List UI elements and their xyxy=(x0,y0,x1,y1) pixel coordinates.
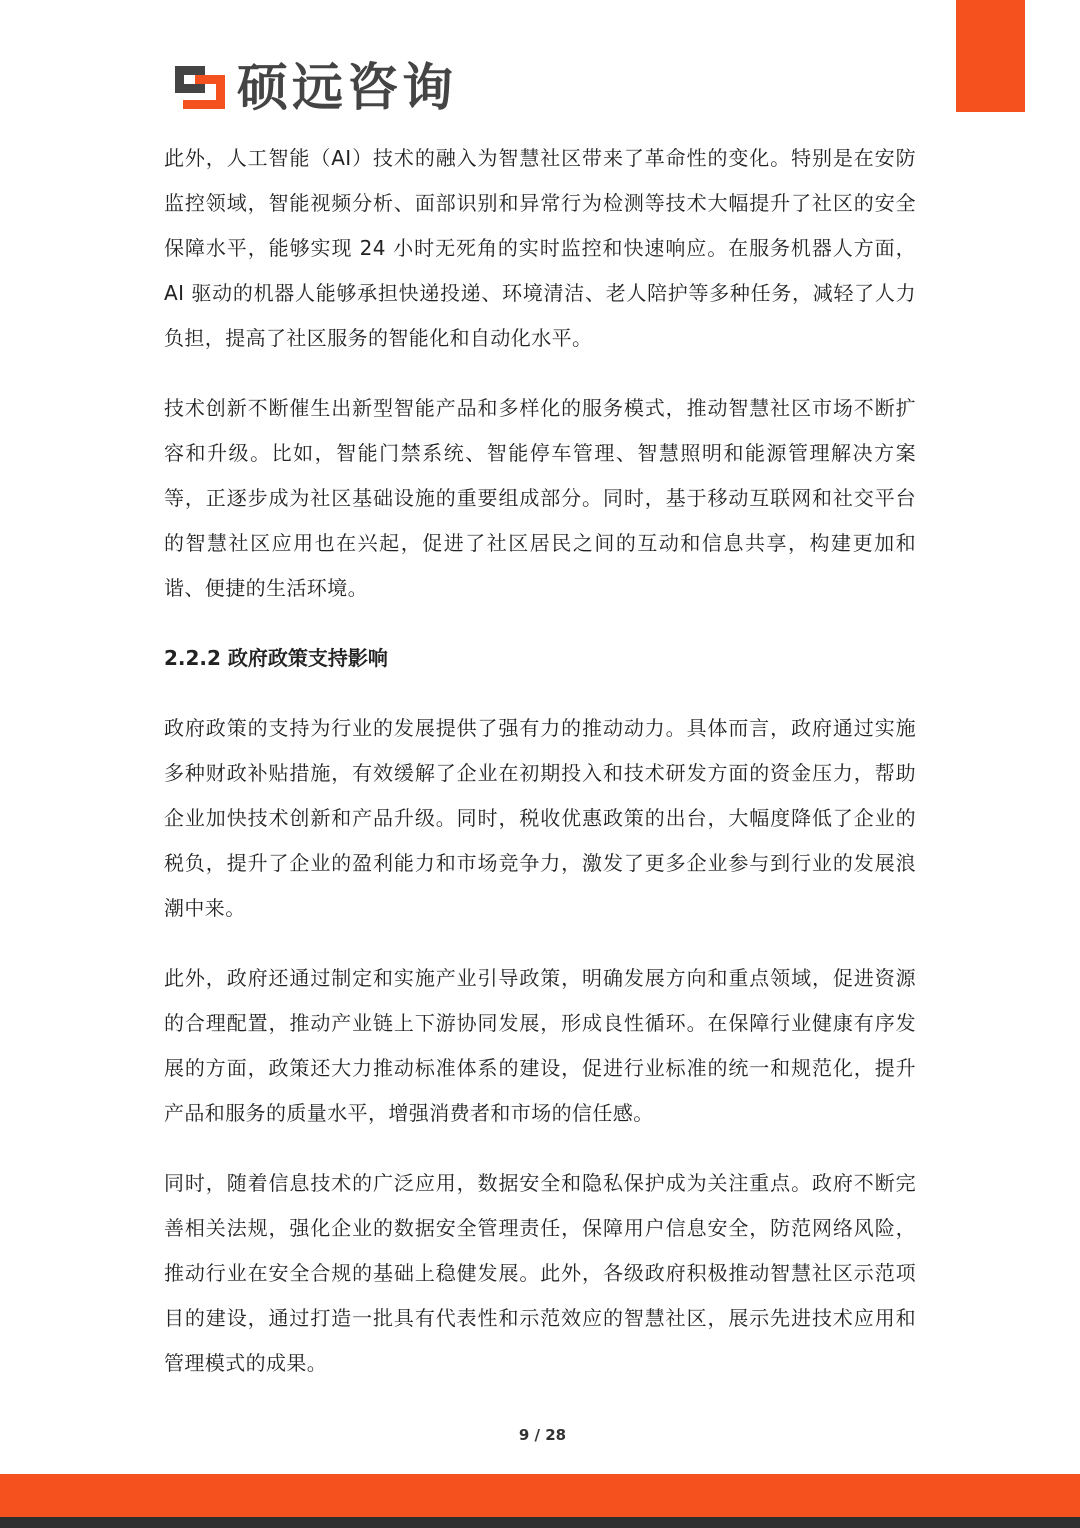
page-number: 9 / 28 xyxy=(518,1426,567,1444)
body-paragraph: 政府政策的支持为行业的发展提供了强有力的推动动力。具体而言，政府通过实施多种财政补贴措施，有效缓解了企业在初期投入和技术研发方面的资金压力，帮助企业加快技术创新和产品升级。同时，税收优惠政策的出台，大幅度降低了企业的税负，提升了企业的盈利能力和市场竞争力，激发了更多企业参与到行业的发展浪潮中来。 xyxy=(164,716,916,920)
brand-name: 硕远咨询 xyxy=(237,58,458,118)
footer-dark-strip xyxy=(0,1517,1080,1528)
brand-logo-icon xyxy=(175,62,227,114)
body-paragraph: 技术创新不断催生出新型智能产品和多样化的服务模式，推动智慧社区市场不断扩容和升级。比如，智能门禁系统、智能停车管理、智慧照明和能源管理解决方案等，正逐步成为社区基础设施的重要组成部分。同时，基于移动互联网和社交平台的智慧社区应用也在兴起，促进了社区居民之间的互动和信息共享，构建更加和谐、便捷的生活环境。 xyxy=(164,396,916,600)
body-paragraph: 此外，政府还通过制定和实施产业引导政策，明确发展方向和重点领域，促进资源的合理配置，推动产业链上下游协同发展，形成良性循环。在保障行业健康有序发展的方面，政策还大力推动标准体系的建设，促进行业标准的统一和规范化，提升产品和服务的质量水平，增强消费者和市场的信任感。 xyxy=(164,966,916,1125)
document-body xyxy=(164,136,916,1411)
footer-accent-bar xyxy=(0,1474,1080,1517)
header-accent-block xyxy=(956,0,1025,112)
body-paragraph: 此外，人工智能（AI）技术的融入为智慧社区带来了革命性的变化。特别是在安防监控领域，智能视频分析、面部识别和异常行为检测等技术大幅提升了社区的安全保障水平，能够实现 24 小时无死角的实时监控和快速响应。在服务机器人方面，AI 驱动的机器人能够承担快递投递、环境清洁、老人陪护等多种任务，减轻了人力负担，提高了社区服务的智能化和自动化水平。 xyxy=(164,146,916,350)
body-paragraph: 同时，随着信息技术的广泛应用，数据安全和隐私保护成为关注重点。政府不断完善相关法规，强化企业的数据安全管理责任，保障用户信息安全，防范网络风险，推动行业在安全合规的基础上稳健发展。此外，各级政府积极推动智慧社区示范项目的建设，通过打造一批具有代表性和示范效应的智慧社区，展示先进技术应用和管理模式的成果。 xyxy=(164,1171,916,1375)
page-header xyxy=(175,56,457,120)
section-heading: 2.2.2 政府政策支持影响 xyxy=(164,646,388,670)
